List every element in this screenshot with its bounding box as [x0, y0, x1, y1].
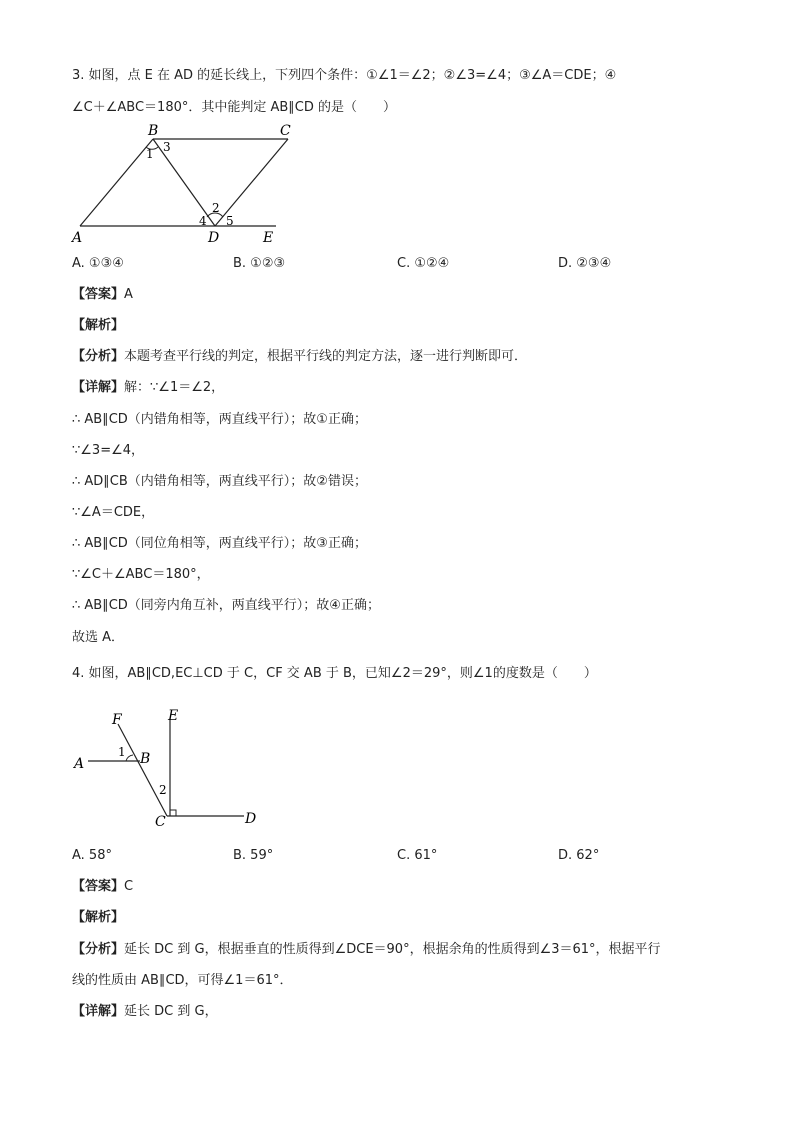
- q4-option-d: D. 62°: [558, 848, 600, 863]
- q4-label-f: F: [112, 712, 122, 728]
- q3-label-a: A: [72, 230, 83, 246]
- q3-figure: [60, 120, 320, 246]
- q3-detail-line: ∴ AD∥CB（内错角相等，两直线平行）；故②错误；: [72, 474, 367, 489]
- q4-option-c: C. 61°: [397, 848, 438, 863]
- q3-option-c: C. ①②④: [397, 256, 450, 271]
- q3-detail-line: ∵∠3=∠4，: [72, 443, 145, 458]
- q3-detail-line: ∴ AB∥CD（内错角相等，两直线平行）；故①正确；: [72, 412, 367, 427]
- q4-fenxi-line1: 【分析】延长 DC 到 G，根据垂直的性质得到∠DCE＝90°，根据余角的性质得到∠3＝61°，根据平行: [72, 942, 661, 957]
- q3-analysis-label: 【解析】: [72, 318, 125, 333]
- q3-line-dc: [215, 139, 288, 226]
- q4-label-b: B: [140, 751, 151, 767]
- q3-label-c: C: [280, 123, 291, 139]
- q4-option-a: A. 58°: [72, 848, 112, 863]
- q4-label-a: A: [74, 756, 85, 772]
- q3-angle-1: 1: [146, 147, 154, 161]
- q3-detail-line: 故选 A．: [72, 630, 125, 645]
- q4-line-fc: [118, 724, 167, 816]
- q4-arc-b: [126, 755, 133, 761]
- q4-option-b: B. 59°: [233, 848, 274, 863]
- q3-detail-line: ∵∠A＝CDE，: [72, 505, 155, 520]
- q4-figure: [70, 702, 270, 832]
- q3-detail-line: ∴ AB∥CD（同位角相等，两直线平行）；故③正确；: [72, 536, 367, 551]
- q3-stem-line1: 3. 如图，点 E 在 AD 的延长线上，下列四个条件：①∠1＝∠2；②∠3=∠4；③∠A＝CDE；④: [72, 68, 617, 83]
- q3-option-b: B. ①②③: [233, 256, 286, 271]
- q3-angle-5: 5: [226, 214, 234, 228]
- q4-angle-1: 1: [118, 745, 126, 759]
- q3-detail-line: 【详解】解：∵∠1＝∠2，: [72, 380, 225, 395]
- q4-angle-2: 2: [159, 783, 167, 797]
- q4-label-e: E: [168, 708, 179, 724]
- q3-option-a: A. ①③④: [72, 256, 124, 271]
- q3-stem-line2: ∠C＋∠ABC＝180°．其中能判定 AB∥CD 的是（ ）: [72, 100, 397, 115]
- q3-label-b: B: [148, 123, 159, 139]
- q3-detail-line: ∵∠C＋∠ABC＝180°，: [72, 567, 210, 582]
- q4-fenxi-line2: 线的性质由 AB∥CD，可得∠1＝61°．: [72, 973, 293, 988]
- q4-right-angle: [170, 810, 176, 816]
- q4-analysis-label: 【解析】: [72, 910, 125, 925]
- q4-label-d: D: [245, 811, 257, 827]
- q4-answer: 【答案】C: [72, 879, 134, 894]
- q4-stem-line1: 4. 如图，AB∥CD,EC⊥CD 于 C，CF 交 AB 于 B，已知∠2＝29°，则∠1的度数是（ ）: [72, 666, 597, 681]
- q3-label-e: E: [263, 230, 274, 246]
- q3-line-ab: [80, 139, 153, 226]
- q4-label-c: C: [155, 814, 166, 830]
- q3-detail-line: ∴ AB∥CD（同旁内角互补，两直线平行）；故④正确；: [72, 598, 380, 613]
- q3-answer: 【答案】A: [72, 287, 133, 302]
- q4-detail: 【详解】延长 DC 到 G，: [72, 1004, 218, 1019]
- q3-angle-3: 3: [163, 140, 171, 154]
- q3-option-d: D. ②③④: [558, 256, 612, 271]
- q3-label-d: D: [208, 230, 220, 246]
- q3-angle-2: 2: [212, 201, 220, 215]
- q3-fenxi: 【分析】本题考查平行线的判定，根据平行线的判定方法，逐一进行判断即可．: [72, 349, 528, 364]
- q3-angle-4: 4: [199, 214, 207, 228]
